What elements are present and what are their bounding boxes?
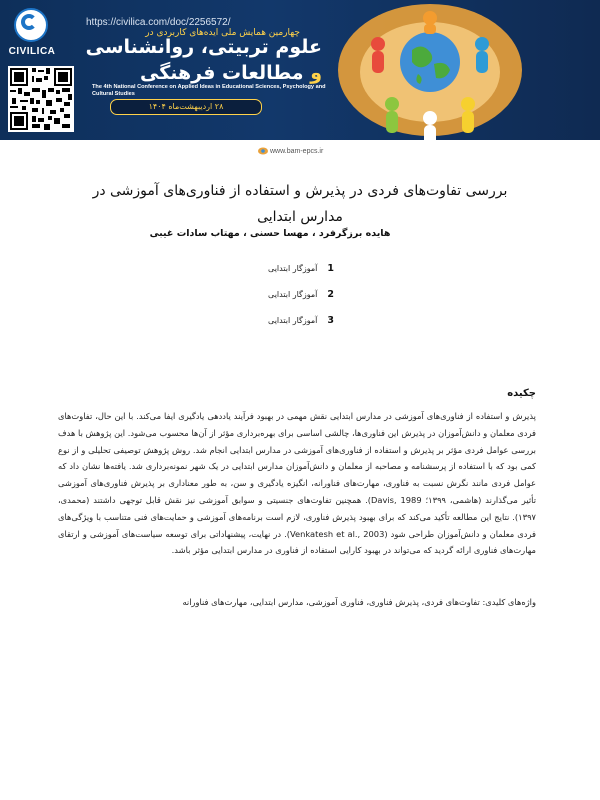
- conference-english-title: The 4th National Conference on Applied Ideas in Educational Sciences, Psychology and Cultural Studies: [92, 84, 326, 97]
- affiliation-1: [268, 263, 334, 274]
- affiliation-text: آموزگار ابتدایی: [268, 290, 318, 299]
- affiliation-3: [268, 315, 334, 326]
- conference-banner: [0, 0, 600, 168]
- abstract-heading: چکیده: [507, 388, 536, 399]
- affiliation-number: 2: [327, 289, 334, 300]
- qr-code-icon: [8, 66, 74, 132]
- conference-title-line-1: علوم تربیتی، روانشناسی: [85, 36, 322, 58]
- civilica-logo-text: CIVILICA: [8, 46, 56, 57]
- affiliation-text: آموزگار ابتدایی: [268, 264, 318, 273]
- conference-date-badge: ۲۸ اردیبهشت‌ماه ۱۴۰۴: [110, 99, 262, 115]
- affiliation-number: 3: [327, 315, 334, 326]
- keywords: واژه‌های کلیدی: تفاوت‌های فردی، پذیرش فناوری، فناوری آموزشی، مدارس ابتدایی، مهارت‌های فناورانه: [182, 597, 536, 607]
- conference-title-line-2: [92, 62, 322, 84]
- affiliation-number: 1: [327, 263, 334, 274]
- affiliation-2: [268, 289, 334, 300]
- website-logo-icon: [258, 147, 268, 155]
- conference-title-vav: و: [310, 62, 322, 84]
- paper-title: بررسی تفاوت‌های فردی در پذیرش و استفاده از فناوری‌های آموزشی در مدارس ابتدایی: [92, 183, 508, 225]
- document-url[interactable]: https://civilica.com/doc/2256572/: [86, 17, 231, 28]
- paper-authors: هایده برزگرفرد ، مهسا حسنی ، مهتاب سادات غیبی: [149, 228, 391, 239]
- affiliation-text: آموزگار ابتدایی: [268, 316, 318, 325]
- globe-children-icon: [330, 0, 530, 150]
- conference-title-line-2-text: مطالعات فرهنگی: [139, 62, 304, 84]
- conference-subtitle: چهارمین همایش ملی ایده‌های کاربردی در: [145, 28, 300, 38]
- abstract-body: پذیرش و استفاده از فناوری‌های آموزشی در مدارس ابتدایی نقش مهمی در بهبود فرآیند یاددهی یادگیری ایفا می‌کند. با این حال، تفاوت‌های فردی معلمان و دانش‌آموزان در پذیرش این فناوری‌ها، چالشی اساسی برای بهره‌برداری مؤثر از آن‌ها محسوب می‌شود. این پژوهش با هدف بررسی عوامل فردی مؤثر بر پذیرش و استفاده از فناوری‌های آموزشی در مدارس ابتدایی انجام شد. روش پژوهش توصیفی تحلیلی و از نوع کمی بود که با استفاده از پرسشنامه و مصاحبه از معلمان و دانش‌آموزان مدارس ابتدایی در یک شهر نمونه‌برداری شد. یافته‌ها نشان داد که عوامل فردی مانند نگرش نسبت به فناوری، مهارت‌های فناورانه، انگیزه یادگیری و سن، به طور معناداری بر پذیرش فناوری‌های آموزشی تأثیر می‌گذارند (هاشمی، ۱۳۹۹؛ Davis, 1989). همچنین تفاوت‌های جنسیتی و سوابق آموزشی نیز نقش قابل توجهی داشتند (محمدی، ۱۳۹۷). نتایج این مطالعه تأکید می‌کند که برای بهبود پذیرش فناوری، لازم است برنامه‌های آموزشی و حمایت‌های فنی متناسب با ویژگی‌های فردی معلمان و دانش‌آموزان طراحی شود (Venkatesh et al., 2003). در نهایت، پیشنهاداتی برای توسعه سیاست‌های آموزشی و ارتقای مهارت‌های فناوری ارائه گردید که می‌تواند در بهبود کارایی استفاده از فناوری در مدارس ابتدایی مؤثر باشد.: [58, 411, 537, 556]
- civilica-logo[interactable]: [4, 6, 54, 62]
- civilica-c-mark: [21, 14, 37, 30]
- conference-website[interactable]: www.bam-epcs.ir: [270, 148, 324, 155]
